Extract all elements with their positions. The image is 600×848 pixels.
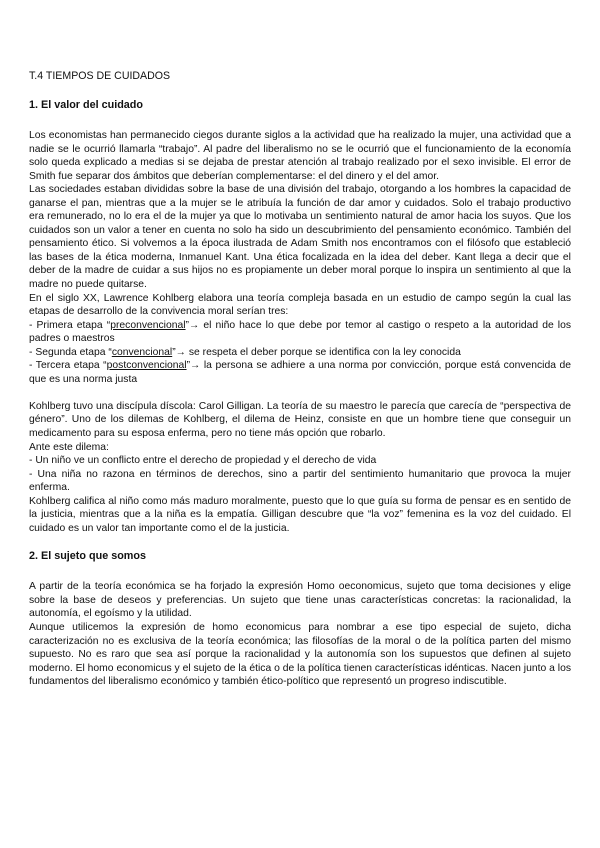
stage-item-2: - Segunda etapa “convencional”→ se respeta el deber porque se identifica con la ley conocida — [29, 346, 461, 358]
stage-term-convencional: convencional — [111, 346, 173, 358]
gilligan-paragraph: Kohlberg tuvo una discípula díscola: Carol Gilligan. La teoría de su maestro le parecía que carecía de “perspectiva de género”. Uno de los dilemas de Kohlberg, el dilema de Heinz, consiste en que un hombre tiene que conseguir un medicamento para su esposa enferma, pero no tiene más opción que robarlo. — [29, 400, 571, 439]
stage-item-3: - Tercera etapa “postconvencional”→ la persona se adhiere a una norma por convicción, porque está convencida de que es una norma justa — [29, 360, 571, 385]
stage-term-postconvencional: postconvencional — [106, 360, 187, 372]
document-title: T.4 TIEMPOS DE CUIDADOS — [29, 70, 171, 82]
dilemma-intro: Ante este dilema: — [29, 441, 109, 453]
section-2-paragraph-2: Aunque utilicemos la expresión de homo economicus para nombrar a ese tipo especial de sujeto, dicha caracterización no es exclusiva de la teoría económica; las filosofías de la moral o de la política parten del mismo supuesto. No es raro que sea así porque la racionalidad y la autonomía son los supuestos que definen al sujeto moderno. El homo economicus y el sujeto de la ética o de la política tienen características idénticas. Nacen junto a los fundamentos del liberalismo económico y también ético-político que representó un progreso indiscutible. — [29, 622, 571, 688]
dilemma-item-girl: - Una niña no razona en términos de derechos, sino a partir del sentimiento humanitario que provoca la mujer enferma. — [29, 468, 571, 494]
dilemma-item-boy: - Un niño ve un conflicto entre el derecho de propiedad y el derecho de vida — [29, 455, 377, 467]
section-1-heading: 1. El valor del cuidado — [29, 99, 143, 111]
stage-item-1: - Primera etapa “preconvencional”→ el niño hace lo que debe por temor al castigo o respeto a la autoridad de los padres o maestros — [29, 319, 571, 345]
kohlberg-conclusion-paragraph: Kohlberg califica al niño como más maduro moralmente, puesto que lo que guía su forma de pensar es en sentido de la justicia, mientras que a la niña es la empatía. Gilligan descubre que “la voz” femenina es la voz del cuidado. El cuidado es un valor tan importante como el de la justicia. — [29, 495, 571, 534]
section-2-heading: 2. El sujeto que somos — [29, 550, 146, 563]
stage-term-preconvencional: preconvencional — [110, 319, 186, 331]
section-1-paragraph-3: En el siglo XX, Lawrence Kohlberg elabora una teoría compleja basada en un estudio de campo según la cual las etapas de desarrollo de la convivencia moral serían tres: — [29, 292, 571, 318]
section-1-paragraph-2: Las sociedades estaban divididas sobre la base de una división del trabajo, otorgando a los hombres la capacidad de ganarse el pan, mientras que a la mujer se le atribuía la función de dar amor y cuidados. Solo el trabajo productivo era remunerado, no lo era el de la mujer ya que lo motivaba un sentimiento natural de amor hacia los suyos. Que los cuidados son un valor a tener en cuenta no solo ha sido un descubrimiento del pensamiento económico. También del pensamiento ético. Si volvemos a la época ilustrada de Adam Smith nos encontramos con el filósofo que estableció las bases de la ética moderna, Inmanuel Kant. Una ética focalizada en la idea del deber. Kant llega a decir que el deber de la madre de cuidar a sus hijos no es propiamente un deber moral porque lo inspira un sentimiento al que la madre no puede quitarse. — [29, 184, 571, 291]
section-1-paragraph-1: Los economistas han permanecido ciegos durante siglos a la actividad que ha realizado la mujer, una actividad que a nadie se le ocurrió llamarla “trabajo”. Al padre del liberalismo no se le ocurrió que el funcionamiento de la economía solo queda explicado a medias si se dejaba de prestar atención al trabajo realizado por el sexo invisible. El error de Smith fue separar dos ámbitos que deberían complementarse: el del dinero y el del amor. — [29, 130, 571, 182]
section-2-paragraph-1: A partir de la teoría económica se ha forjado la expresión Homo oeconomicus, sujeto que toma decisiones y elige sobre la base de deseos y preferencias. Un sujeto que tiene unas características concretas: la racionalidad, la autonomía, el egoísmo y la utilidad. — [29, 581, 571, 620]
